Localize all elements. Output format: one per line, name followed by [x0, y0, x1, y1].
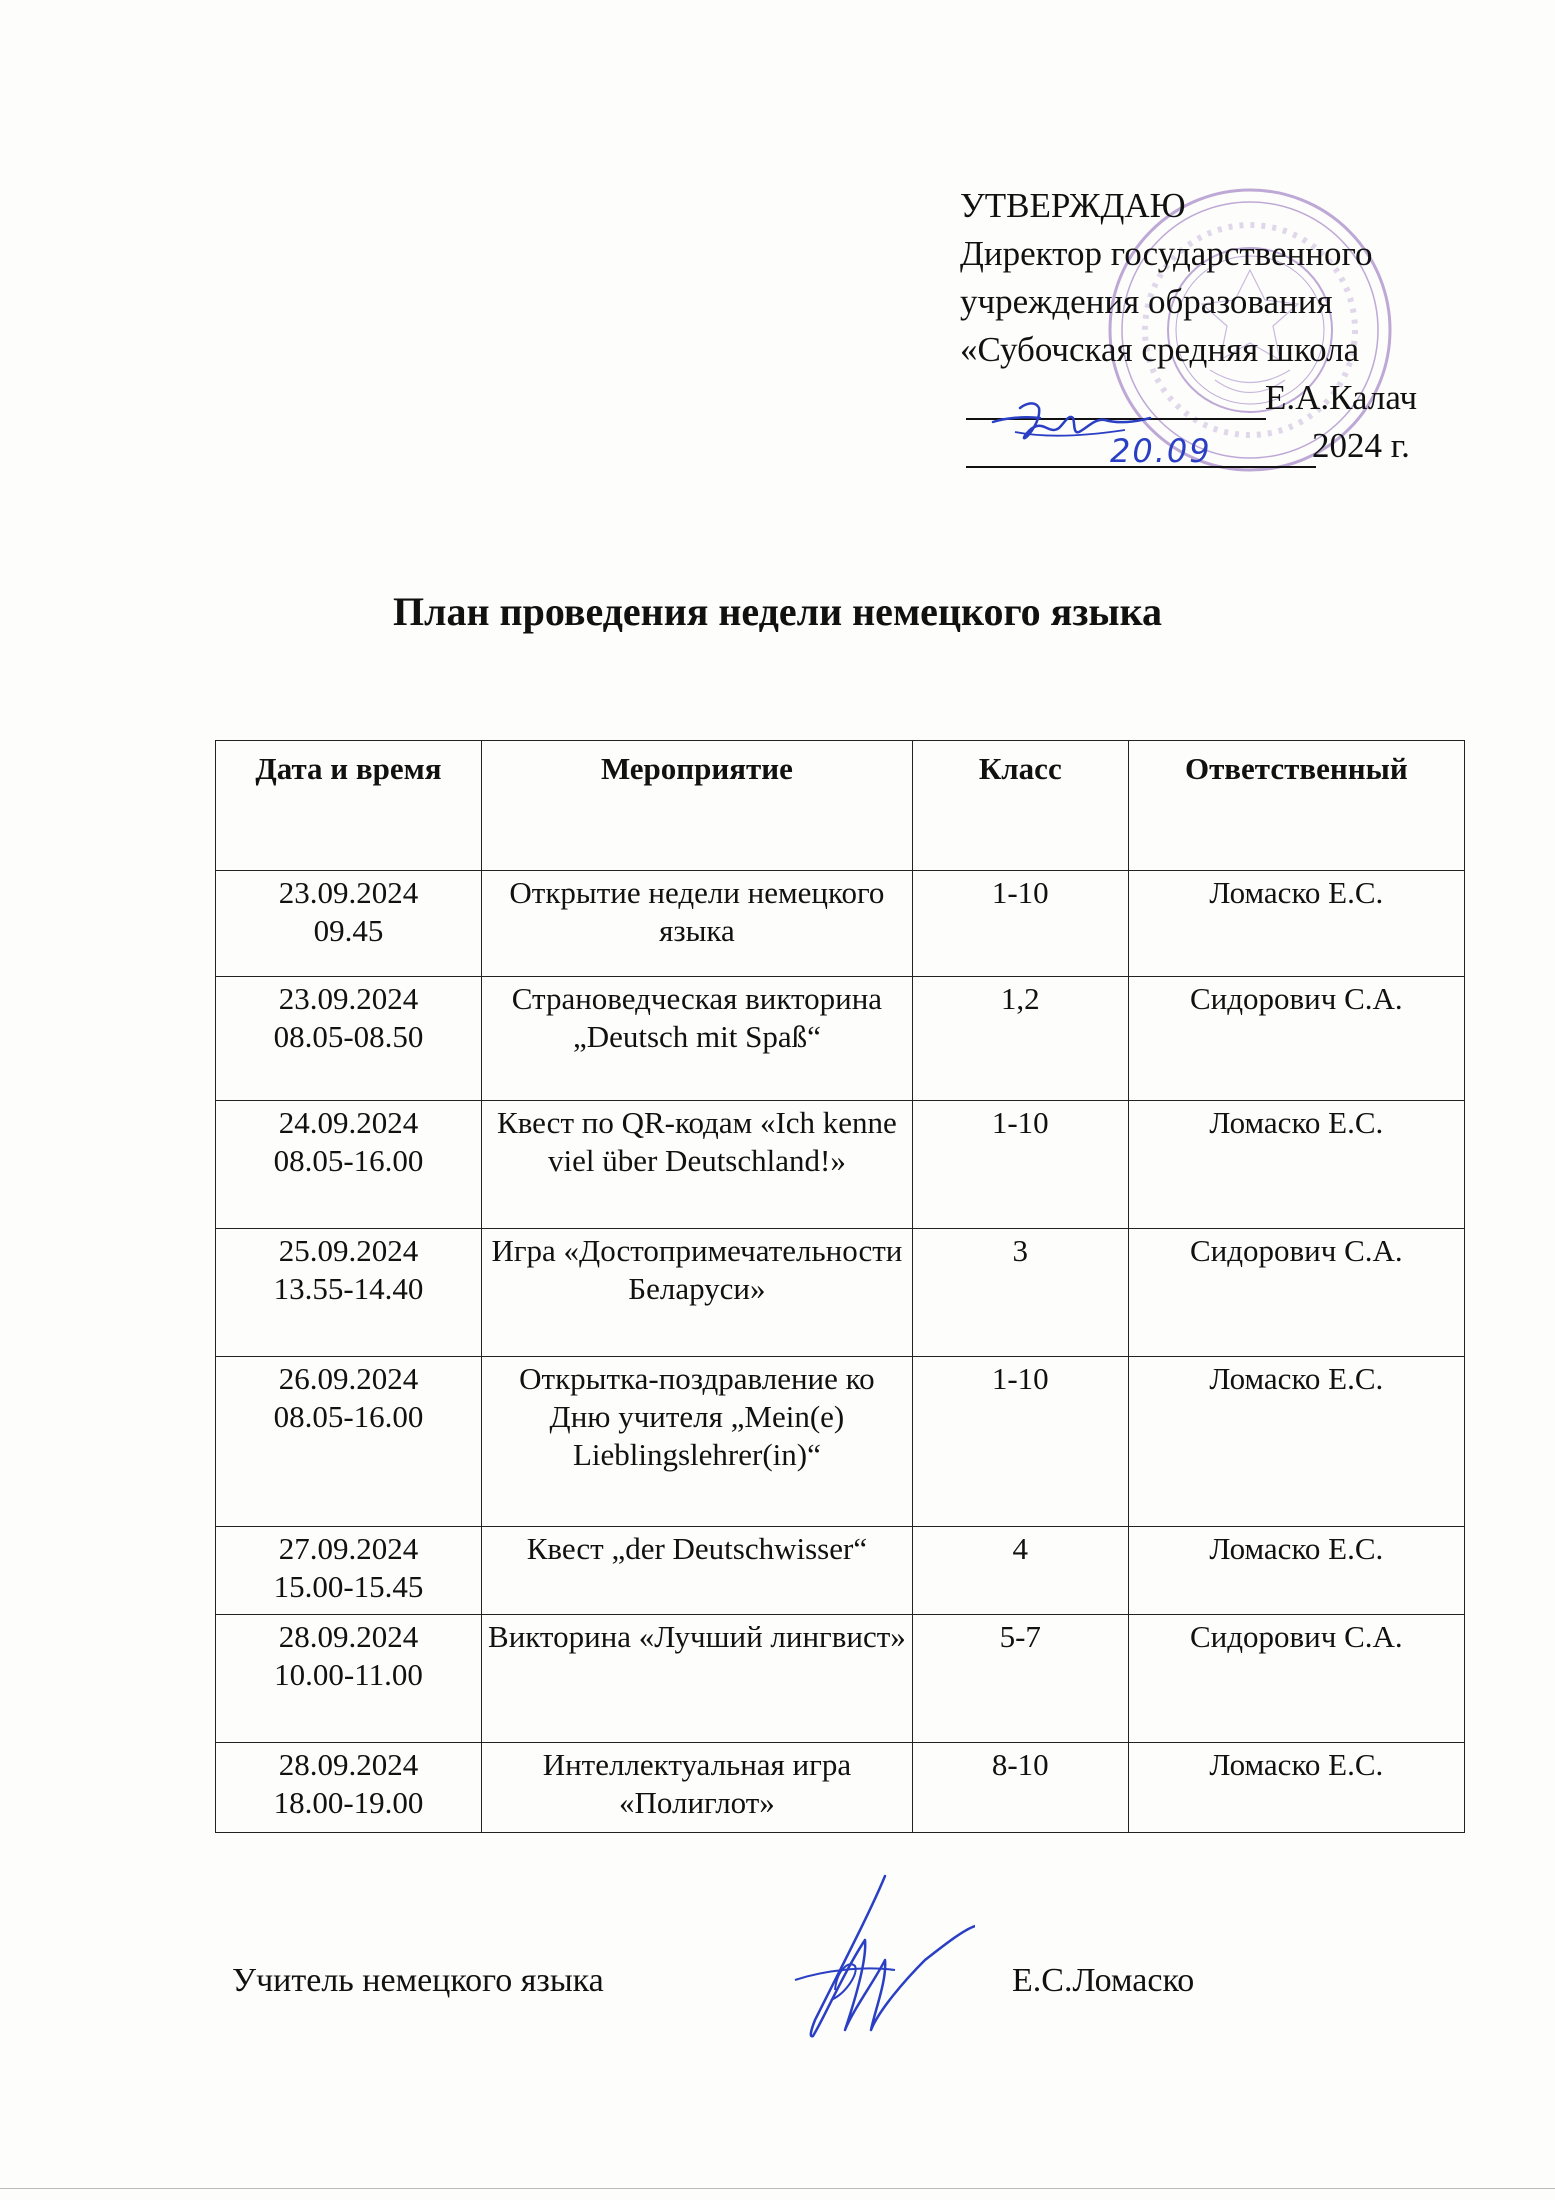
cell-time: 08.05-16.00	[273, 1143, 424, 1178]
teacher-position: Учитель немецкого языка	[232, 1962, 604, 1999]
cell-class: 1,2	[912, 977, 1128, 1101]
cell-datetime	[216, 977, 482, 1101]
cell-time: 08.05-16.00	[273, 1399, 424, 1434]
approval-line-3: «Субочская средняя школа	[960, 330, 1360, 369]
cell-class: 4	[912, 1527, 1128, 1615]
cell-date: 28.09.2024	[278, 1747, 419, 1782]
approval-year: 2024 г.	[1312, 426, 1410, 465]
cell-responsible: Сидорович С.А.	[1128, 1615, 1464, 1743]
table-header-row	[216, 741, 1465, 871]
cell-datetime	[216, 1229, 482, 1357]
teacher-signature	[775, 1870, 975, 2050]
cell-date: 27.09.2024	[278, 1531, 419, 1566]
cell-time: 15.00-15.45	[273, 1569, 424, 1604]
cell-event: Игра «Достопримечательности Беларуси»	[481, 1229, 912, 1357]
header-responsible: Ответственный	[1128, 741, 1464, 871]
cell-class: 1-10	[912, 1101, 1128, 1229]
cell-date: 26.09.2024	[278, 1361, 419, 1396]
cell-time: 08.05-08.50	[273, 1019, 424, 1054]
cell-event: Квест „der Deutschwisser“	[481, 1527, 912, 1615]
cell-datetime	[216, 1101, 482, 1229]
table-row	[216, 1527, 1465, 1615]
approval-line-2: учреждения образования	[960, 282, 1333, 321]
cell-event: Страноведческая викторина „Deutsch mit Spaß“	[481, 977, 912, 1101]
cell-datetime	[216, 1615, 482, 1743]
cell-responsible: Ломаско Е.С.	[1128, 871, 1464, 977]
cell-datetime	[216, 1527, 482, 1615]
cell-class: 8-10	[912, 1743, 1128, 1833]
cell-datetime	[216, 871, 482, 977]
cell-responsible: Ломаско Е.С.	[1128, 1101, 1464, 1229]
cell-class: 1-10	[912, 871, 1128, 977]
cell-event: Викторина «Лучший лингвист»	[481, 1615, 912, 1743]
table-row	[216, 1229, 1465, 1357]
cell-responsible: Сидорович С.А.	[1128, 977, 1464, 1101]
cell-datetime	[216, 1357, 482, 1527]
scan-edge-line	[0, 2188, 1555, 2189]
cell-date: 24.09.2024	[278, 1105, 419, 1140]
table-row	[216, 977, 1465, 1101]
approval-signer: Е.А.Калач	[1265, 378, 1418, 417]
cell-responsible: Ломаско Е.С.	[1128, 1743, 1464, 1833]
cell-date: 28.09.2024	[278, 1619, 419, 1654]
cell-responsible: Сидорович С.А.	[1128, 1229, 1464, 1357]
cell-time: 10.00-11.00	[274, 1657, 423, 1692]
cell-date: 25.09.2024	[278, 1233, 419, 1268]
header-class: Класс	[912, 741, 1128, 871]
table-row	[216, 1101, 1465, 1229]
table-row	[216, 871, 1465, 977]
table-row	[216, 1743, 1465, 1833]
table-row	[216, 1615, 1465, 1743]
cell-class: 3	[912, 1229, 1128, 1357]
cell-time: 09.45	[313, 913, 384, 948]
document-title: План проведения недели немецкого языка	[392, 589, 1163, 634]
cell-date: 23.09.2024	[278, 875, 419, 910]
cell-responsible: Ломаско Е.С.	[1128, 1357, 1464, 1527]
plan-table	[215, 740, 1465, 1833]
table-row	[216, 1357, 1465, 1527]
cell-class: 1-10	[912, 1357, 1128, 1527]
cell-datetime	[216, 1743, 482, 1833]
cell-event: Квест по QR-кодам «Ich kenne viel über Deutschland!»	[481, 1101, 912, 1229]
cell-event: Открытка-поздравление ко Дню учителя „Mein(e) Lieblingslehrer(in)“	[481, 1357, 912, 1527]
handwritten-date: 20.09	[1110, 432, 1212, 470]
header-date: Дата и время	[216, 741, 482, 871]
approval-line-1: Директор государственного	[960, 234, 1373, 273]
teacher-name: Е.С.Ломаско	[1012, 1962, 1195, 1999]
approval-heading: УТВЕРЖДАЮ	[960, 186, 1186, 225]
cell-time: 13.55-14.40	[273, 1271, 424, 1306]
header-event: Мероприятие	[481, 741, 912, 871]
cell-responsible: Ломаско Е.С.	[1128, 1527, 1464, 1615]
cell-time: 18.00-19.00	[273, 1785, 424, 1820]
cell-date: 23.09.2024	[278, 981, 419, 1016]
cell-event: Интеллектуальная игра «Полиглот»	[481, 1743, 912, 1833]
cell-class: 5-7	[912, 1615, 1128, 1743]
cell-event: Открытие недели немецкого языка	[481, 871, 912, 977]
